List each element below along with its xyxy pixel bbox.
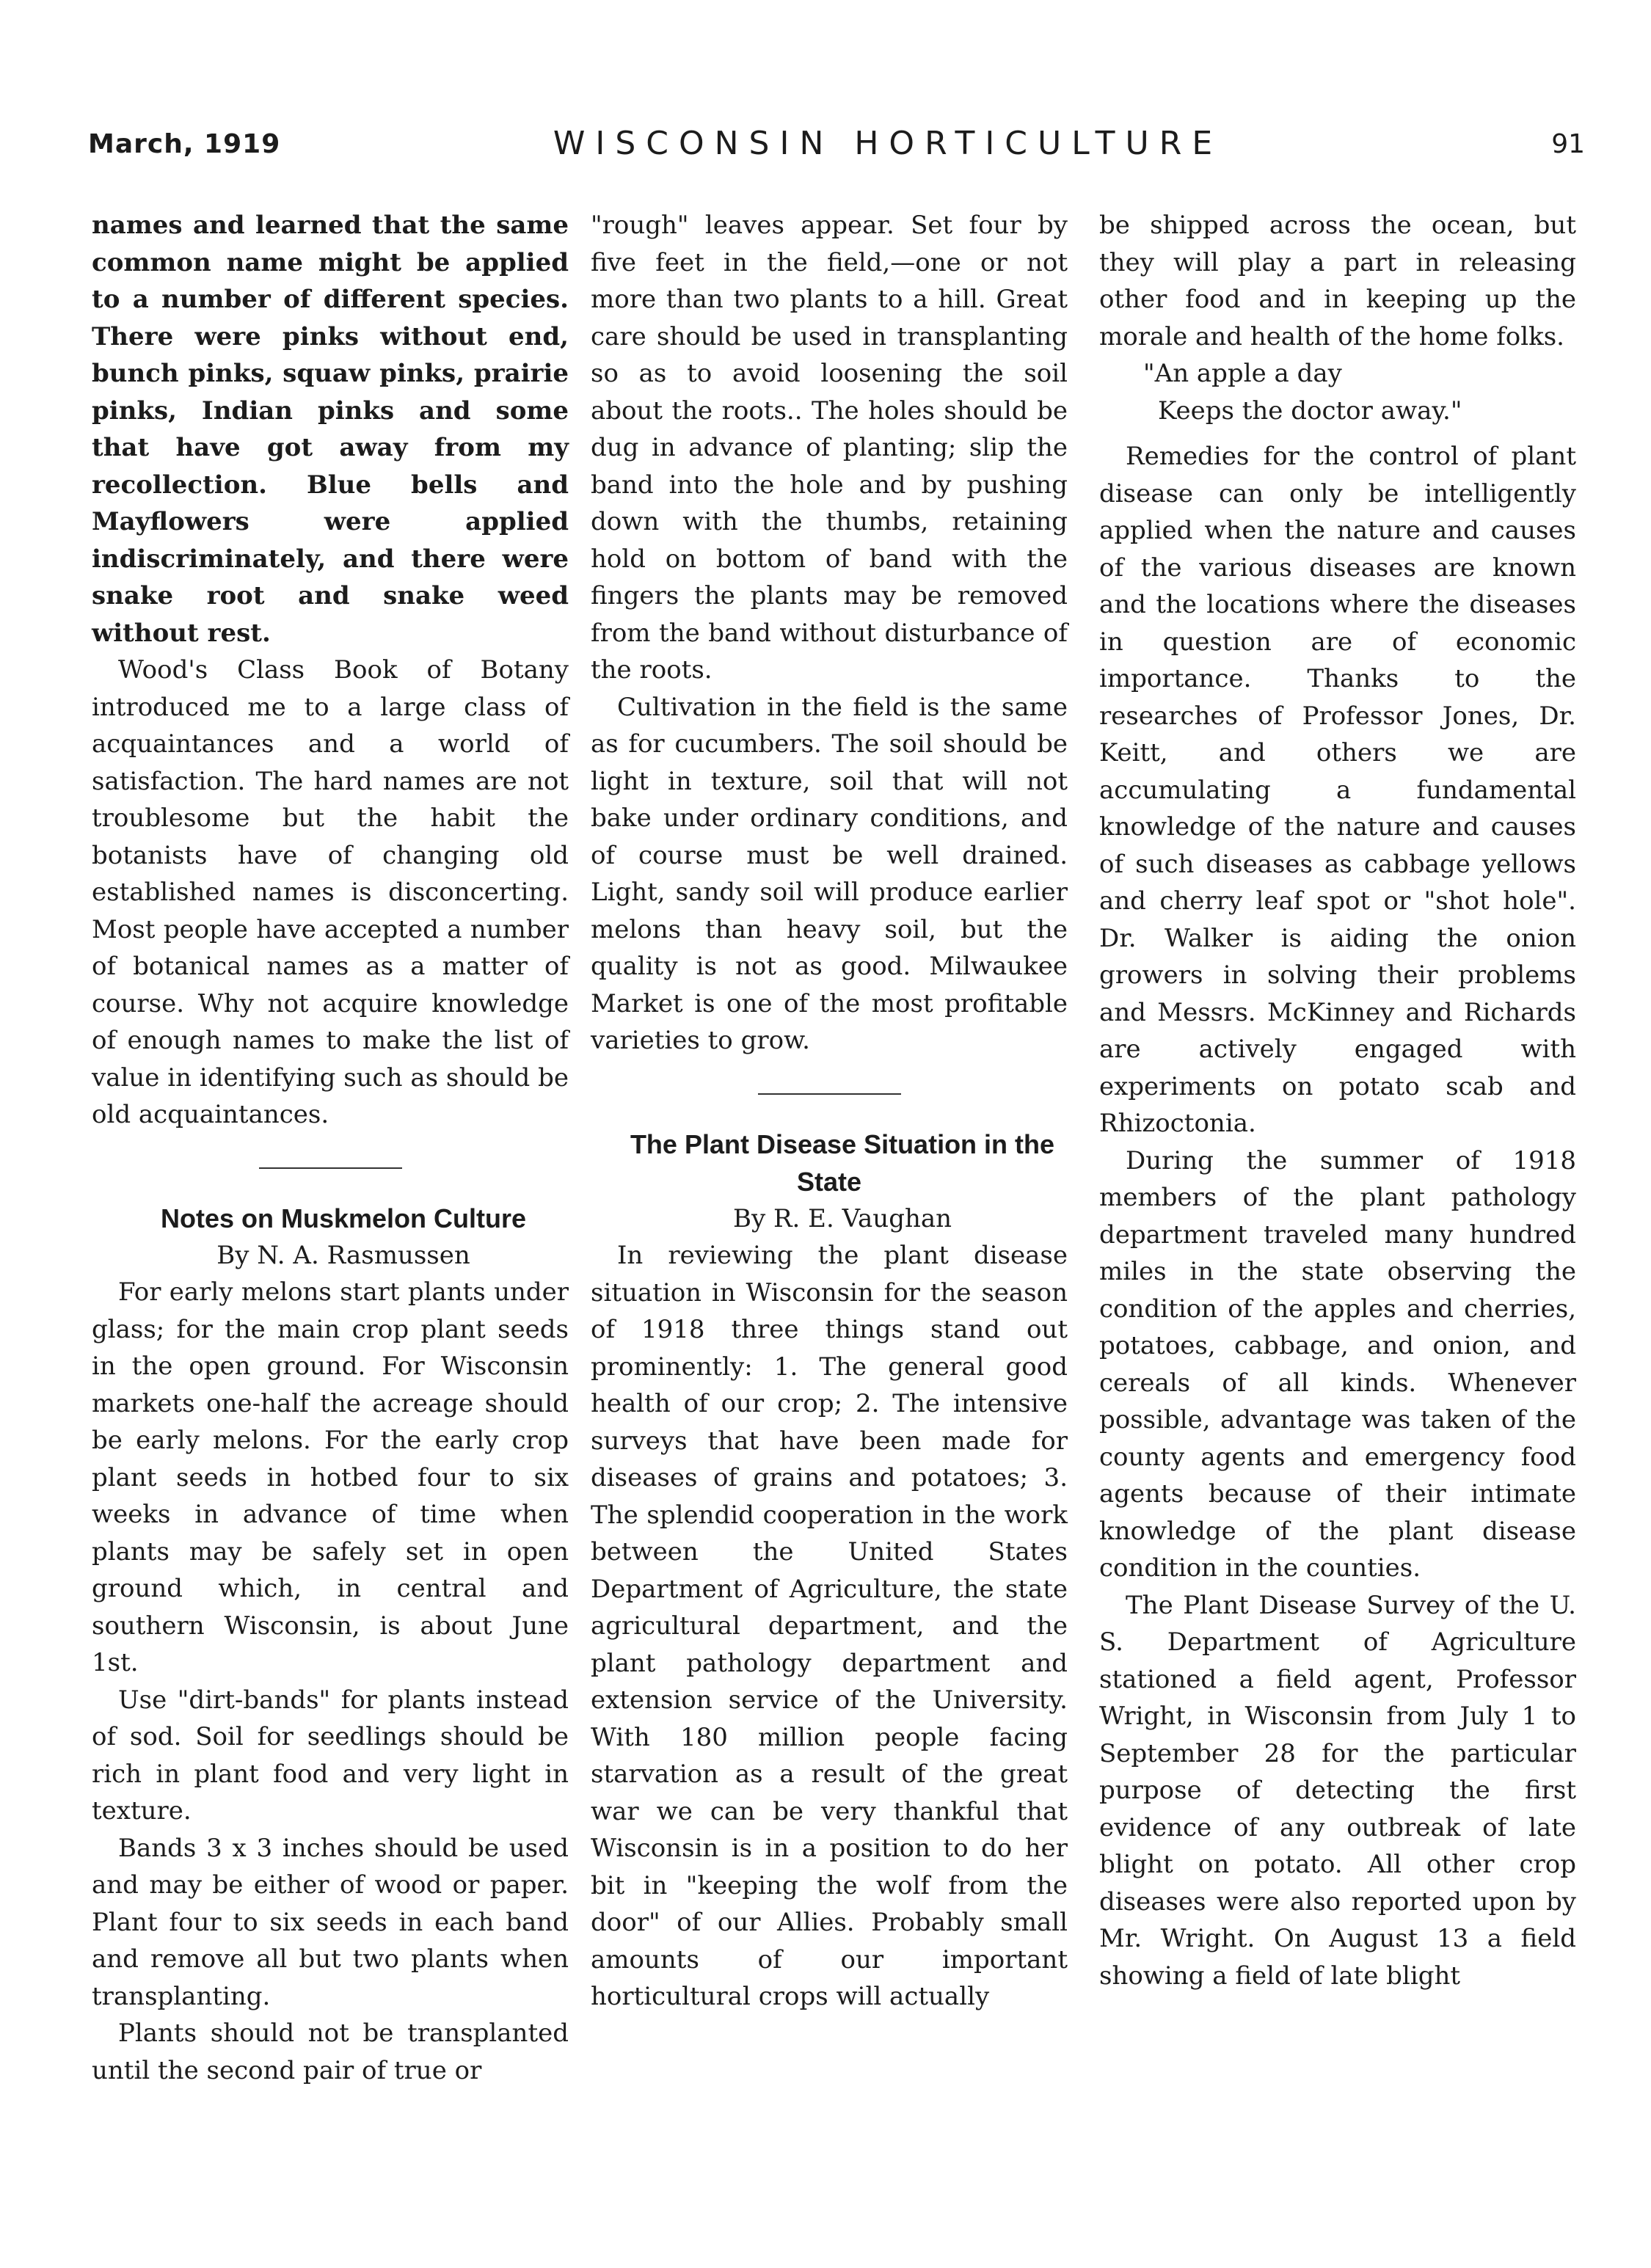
paragraph: names and learned that the same common name might be applied to a number of different species. There were pinks without end, bunch pinks, squaw pinks, prairie pinks, Indian pinks and some that have got away from my recollection. Blue bells and Mayflowers were applied indiscriminately, and there were snake root and snake weed without rest. [92,211,569,648]
article-heading: The Plant Disease Situation in the State [630,1128,1055,1197]
journal-title: WISCONSIN HORTICULTURE [553,125,1223,162]
article-heading: Notes on Muskmelon Culture [160,1203,527,1233]
paragraph: "rough" leaves appear. Set four by five feet in the field,—one or not more than two plants to a hill. Great care should be used in transplanting so as to avoid loosening the soil about the roots.. The holes should be dug in advance of planting; slip the band into the hole and by pushing down with the thumbs, retaining hold on bottom of band with the fingers the plants may be removed from the band without disturbance of the roots. [591,211,1068,685]
paragraph: Bands 3 x 3 inches should be used and may be either of wood or paper. Plant four to six seeds in each band and remove all but two plants when transplanting. [92,1833,569,2011]
column-3 [1099,207,1576,1994]
article-byline: By N. A. Rasmussen [216,1240,470,1270]
paragraph: In reviewing the plant disease situation in Wisconsin for the season of 1918 three things stand out prominently: 1. The general good health of our crop; 2. The intensive surveys that have been made for diseases of grains and potatoes; 3. The splendid cooperation in the work between the United States Department of Agriculture, the state agricultural department, and the plant pathology department and extension service of the University. With 180 million people facing starvation as a result of the great war we can be very thankful that Wisconsin is in a position to do her bit in "keeping the wolf from the door" of our Allies. Probably small amounts of our important horticultural crops will actually [591,1241,1068,2011]
column-2 [591,207,1068,2016]
paragraph: During the summer of 1918 members of the plant pathology department traveled many hundred miles in the state observing the condition of the apples and cherries, potatoes, cabbage, and onion, and cereals of all kinds. Whenever possible, advantage was taken of the county agents and emergency food agents because of their intimate knowledge of the plant disease condition in the counties. [1099,1145,1576,1583]
paragraph: Plants should not be transplanted until the second pair of true or [92,2019,569,2085]
paragraph: Use "dirt-bands" for plants instead of sod. Soil for seedlings should be rich in plant food and very light in texture. [92,1685,569,1826]
paragraph: For early melons start plants under glass; for the main crop plant seeds in the open ground. For Wisconsin markets one-half the acreage should be early melons. For the early crop plant seeds in hotbed four to six weeks in advance of time when plants may be safely set in open ground which, in central and southern Wisconsin, is about June 1st. [92,1277,569,1677]
section-divider [259,1167,402,1169]
issue-date: March, 1919 [88,129,281,159]
article-byline: By R. E. Vaughan [732,1203,952,1233]
paragraph: Remedies for the control of plant disease can only be intelligently applied when the nature and causes of the various diseases are known and the locations where the diseases in question are of economic importance. Thanks to the researches of Professor Jones, Dr. Keitt, and others we are accumulating a fundamental knowledge of the nature and causes of such diseases as cabbage yellows and cherry leaf spot or "shot hole". Dr. Walker is aiding the onion growers in solving their problems and Messrs. McKinney and Richards are actively engaged with experiments on potato scab and Rhizoctonia. [1099,442,1576,1138]
section-divider [758,1093,901,1095]
running-head [88,123,1585,170]
verse-line: "An apple a day [1143,359,1342,388]
verse-line: Keeps the doctor away." [1158,395,1462,426]
paragraph: Cultivation in the field is the same as for cucumbers. The soil should be light in texture, soil that will not bake under ordinary conditions, and of course must be well drained. Light, sandy soil will produce earlier melons than heavy soil, but the quality is not as good. Milwaukee Market is one of the most profitable varieties to grow. [591,692,1068,1055]
page-number: 91 [1551,129,1585,159]
paragraph: be shipped across the ocean, but they will play a part in releasing other food and in keeping up the morale and health of the home folks. [1099,211,1576,351]
paragraph: Wood's Class Book of Botany introduced me to a large class of acquaintances and a world of satisfaction. The hard names are not troublesome but the habit the botanists have of changing old established names is disconcerting. Most people have accepted a number of botanical names as a matter of course. Why not acquire knowledge of enough names to make the list of value in identifying such as should be old acquaintances. [92,655,569,1129]
paragraph: The Plant Disease Survey of the U. S. Department of Agriculture stationed a field agent, Professor Wright, in Wisconsin from July 1 to September 28 for the particular purpose of detecting the first evidence of any outbreak of late blight on potato. All other crop diseases were also reported upon by Mr. Wright. On August 13 a field showing a field of late blight [1099,1590,1576,1991]
column-1 [92,207,569,2089]
